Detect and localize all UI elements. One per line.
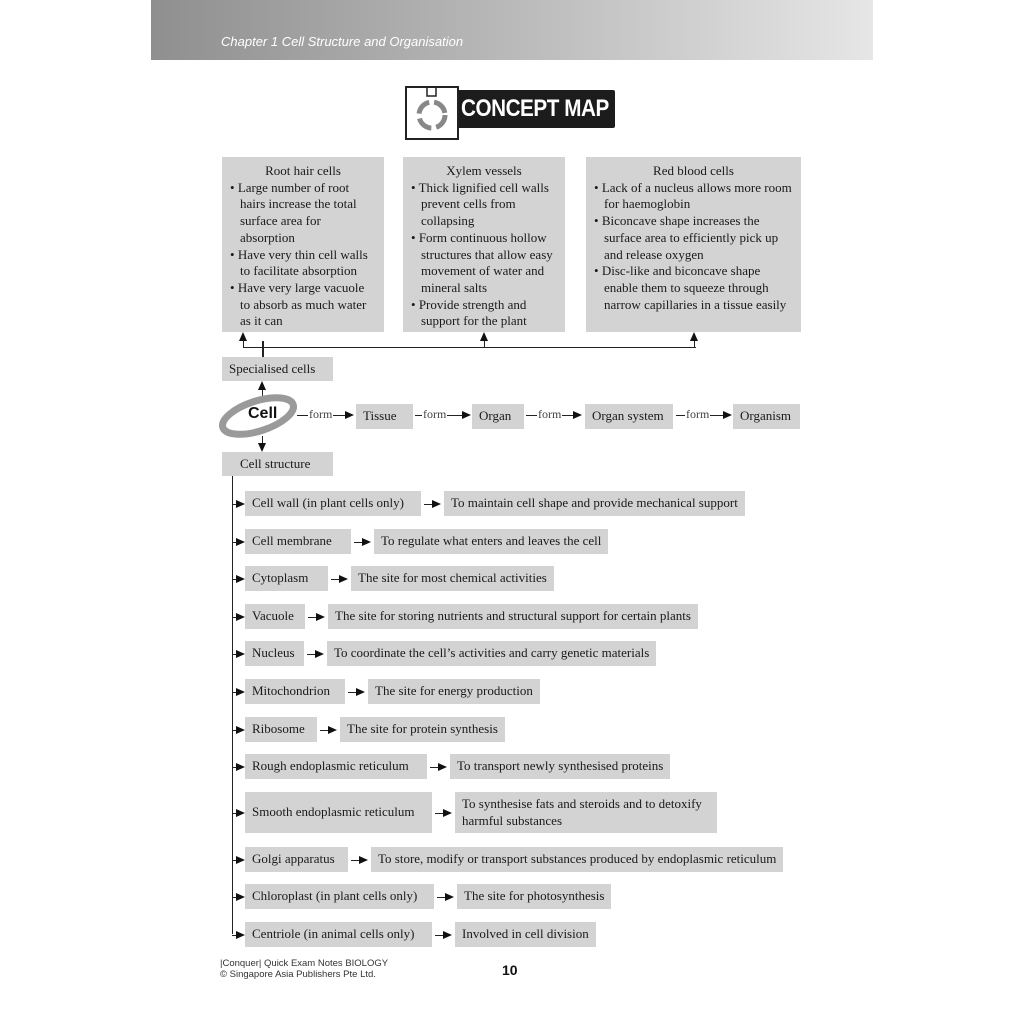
arrow-right bbox=[345, 411, 354, 419]
organelle-function-box bbox=[368, 679, 540, 704]
organelle-name: Cell wall (in plant cells only) bbox=[252, 495, 404, 511]
organelle-name: Cytoplasm bbox=[252, 570, 309, 586]
list-item: • Lack of a nucleus allows more room for haemoglobin bbox=[594, 180, 793, 213]
list-item: • Have very thin cell walls to facilitate absorption bbox=[230, 247, 376, 280]
arrow-right bbox=[445, 893, 454, 901]
specialised-cells-label bbox=[222, 357, 333, 381]
organelle-function: To store, modify or transport substances produced by endoplasmic reticulum bbox=[378, 851, 777, 867]
organelle-function: To maintain cell shape and provide mechanical support bbox=[451, 495, 738, 511]
arrow-right bbox=[315, 650, 324, 658]
arrow-right bbox=[236, 726, 245, 734]
arrow-right bbox=[236, 538, 245, 546]
organelle-function-box bbox=[444, 491, 745, 516]
label-text: Organ bbox=[479, 408, 512, 424]
organelle-function-box bbox=[328, 604, 698, 629]
organelle-function: The site for protein synthesis bbox=[347, 721, 498, 737]
arrow-right bbox=[236, 575, 245, 583]
organelle-function: To synthesise fats and steroids and to detoxify harmful substances bbox=[462, 796, 702, 828]
list-item: • Form continuous hollow structures that allow easy movement of water and mineral salts bbox=[411, 230, 557, 297]
arrow-right bbox=[573, 411, 582, 419]
arrow-right bbox=[432, 500, 441, 508]
connector-line bbox=[243, 347, 696, 348]
arrow-up bbox=[690, 332, 698, 341]
footer-note bbox=[220, 958, 388, 980]
form-label: form bbox=[309, 407, 333, 421]
organelle-name-box bbox=[245, 491, 421, 516]
organelle-function: The site for energy production bbox=[375, 683, 533, 699]
list-item: • Have very large vacuole to absorb as much water as it can bbox=[230, 280, 376, 330]
label-text: Specialised cells bbox=[229, 360, 316, 376]
arrow-right bbox=[316, 613, 325, 621]
organelle-name: Centriole (in animal cells only) bbox=[252, 926, 415, 942]
organelle-function-box bbox=[340, 717, 505, 742]
organelle-name: Chloroplast (in plant cells only) bbox=[252, 888, 418, 904]
list-item: • Disc-like and biconcave shape enable them to squeeze through narrow capillaries in a tissue easily bbox=[594, 263, 793, 313]
organelle-function: To coordinate the cell’s activities and carry genetic materials bbox=[334, 645, 650, 661]
list-item: • Large number of root hairs increase the total surface area for absorption bbox=[230, 180, 376, 247]
organelle-function-box bbox=[351, 566, 554, 591]
arrow-right bbox=[236, 931, 245, 939]
box-title: Red blood cells bbox=[653, 163, 734, 178]
arrow-up bbox=[258, 381, 266, 390]
arrow-right bbox=[236, 688, 245, 696]
arrow-right bbox=[359, 856, 368, 864]
organelle-function-box bbox=[450, 754, 670, 779]
box-title: Xylem vessels bbox=[446, 163, 522, 178]
arrow-right bbox=[236, 809, 245, 817]
form-label: form bbox=[538, 407, 562, 421]
form-label: form bbox=[423, 407, 447, 421]
footer-line: |Conquer| Quick Exam Notes BIOLOGY bbox=[220, 958, 389, 969]
label-text: Organism bbox=[740, 408, 792, 424]
arrow-up bbox=[480, 332, 488, 341]
root-hair-cells-box bbox=[222, 157, 384, 332]
organelle-name-box bbox=[245, 566, 328, 591]
organ-system-box bbox=[585, 404, 673, 429]
organelle-function: The site for storing nutrients and structural support for certain plants bbox=[335, 608, 691, 624]
organelle-name-box bbox=[245, 717, 317, 742]
arrow-right bbox=[236, 893, 245, 901]
organelle-name-box bbox=[245, 922, 432, 947]
arrow-right bbox=[356, 688, 365, 696]
connector-line bbox=[484, 340, 485, 348]
connector-line bbox=[243, 340, 244, 348]
list-item: • Thick lignified cell walls prevent cells from collapsing bbox=[411, 180, 557, 230]
organelle-function-box bbox=[455, 792, 717, 833]
organelle-name: Golgi apparatus bbox=[252, 851, 335, 867]
organelle-function: Involved in cell division bbox=[462, 926, 589, 942]
form-label: form bbox=[686, 407, 710, 421]
arrow-right bbox=[236, 763, 245, 771]
label-text: Organ system bbox=[592, 408, 664, 424]
arrow-right bbox=[328, 726, 337, 734]
arrow-right bbox=[236, 650, 245, 658]
organelle-name-box bbox=[245, 792, 432, 833]
label-text: Cell structure bbox=[240, 455, 311, 471]
arrow-up bbox=[239, 332, 247, 341]
arrow-right bbox=[339, 575, 348, 583]
organelle-function: To transport newly synthesised proteins bbox=[457, 758, 664, 774]
organelle-function-box bbox=[455, 922, 596, 947]
page-number: 10 bbox=[502, 962, 518, 978]
organelle-function: To regulate what enters and leaves the cell bbox=[381, 533, 602, 549]
banner-background bbox=[449, 90, 615, 128]
arrow-right bbox=[443, 931, 452, 939]
chapter-title: Chapter 1 Cell Structure and Organisation bbox=[221, 34, 464, 49]
organelle-name-box bbox=[245, 847, 348, 872]
chapter-header-bar bbox=[151, 0, 873, 60]
tissue-box bbox=[356, 404, 413, 429]
arrow-down bbox=[258, 443, 266, 452]
xylem-vessels-box bbox=[403, 157, 565, 332]
red-blood-cells-box bbox=[586, 157, 801, 332]
cell-structure-label bbox=[222, 452, 333, 476]
arrow-right bbox=[236, 613, 245, 621]
organelle-name-box bbox=[245, 754, 427, 779]
cycle-icon bbox=[405, 86, 459, 140]
connector-line bbox=[232, 476, 233, 934]
arrow-right bbox=[236, 500, 245, 508]
organelle-name: Smooth endoplasmic reticulum bbox=[252, 804, 415, 820]
label-text: Tissue bbox=[363, 408, 397, 424]
organelle-name-box bbox=[245, 884, 434, 909]
organelle-name-box bbox=[245, 641, 304, 666]
box-title: Root hair cells bbox=[265, 163, 341, 178]
arrow-right bbox=[236, 856, 245, 864]
arrow-right bbox=[443, 809, 452, 817]
organelle-function: The site for photosynthesis bbox=[464, 888, 605, 904]
footer-line: © Singapore Asia Publishers Pte Ltd. bbox=[220, 969, 376, 980]
organelle-name: Rough endoplasmic reticulum bbox=[252, 758, 409, 774]
arrow-right bbox=[362, 538, 371, 546]
organelle-name: Nucleus bbox=[252, 645, 295, 661]
concept-map-banner bbox=[405, 82, 617, 138]
banner-title: CONCEPT MAP bbox=[461, 95, 609, 122]
organism-box bbox=[733, 404, 800, 429]
arrow-right bbox=[438, 763, 447, 771]
organelle-function: The site for most chemical activities bbox=[358, 570, 547, 586]
organelle-name-box bbox=[245, 679, 345, 704]
organelle-name: Cell membrane bbox=[252, 533, 332, 549]
arrow-right bbox=[723, 411, 732, 419]
arrow-right bbox=[462, 411, 471, 419]
cell-label: Cell bbox=[248, 405, 278, 422]
connector-line bbox=[694, 340, 695, 348]
organelle-name-box bbox=[245, 529, 351, 554]
organelle-function-box bbox=[327, 641, 656, 666]
organelle-name: Ribosome bbox=[252, 721, 305, 737]
organelle-name: Mitochondrion bbox=[252, 683, 330, 699]
organelle-name: Vacuole bbox=[252, 608, 294, 624]
organelle-name-box bbox=[245, 604, 305, 629]
organelle-function-box bbox=[371, 847, 783, 872]
list-item: • Provide strength and support for the plant bbox=[411, 297, 557, 330]
organelle-function-box bbox=[457, 884, 611, 909]
organelle-function-box bbox=[374, 529, 608, 554]
list-item: • Biconcave shape increases the surface area to efficiently pick up and release oxygen bbox=[594, 213, 793, 263]
organ-box bbox=[472, 404, 524, 429]
